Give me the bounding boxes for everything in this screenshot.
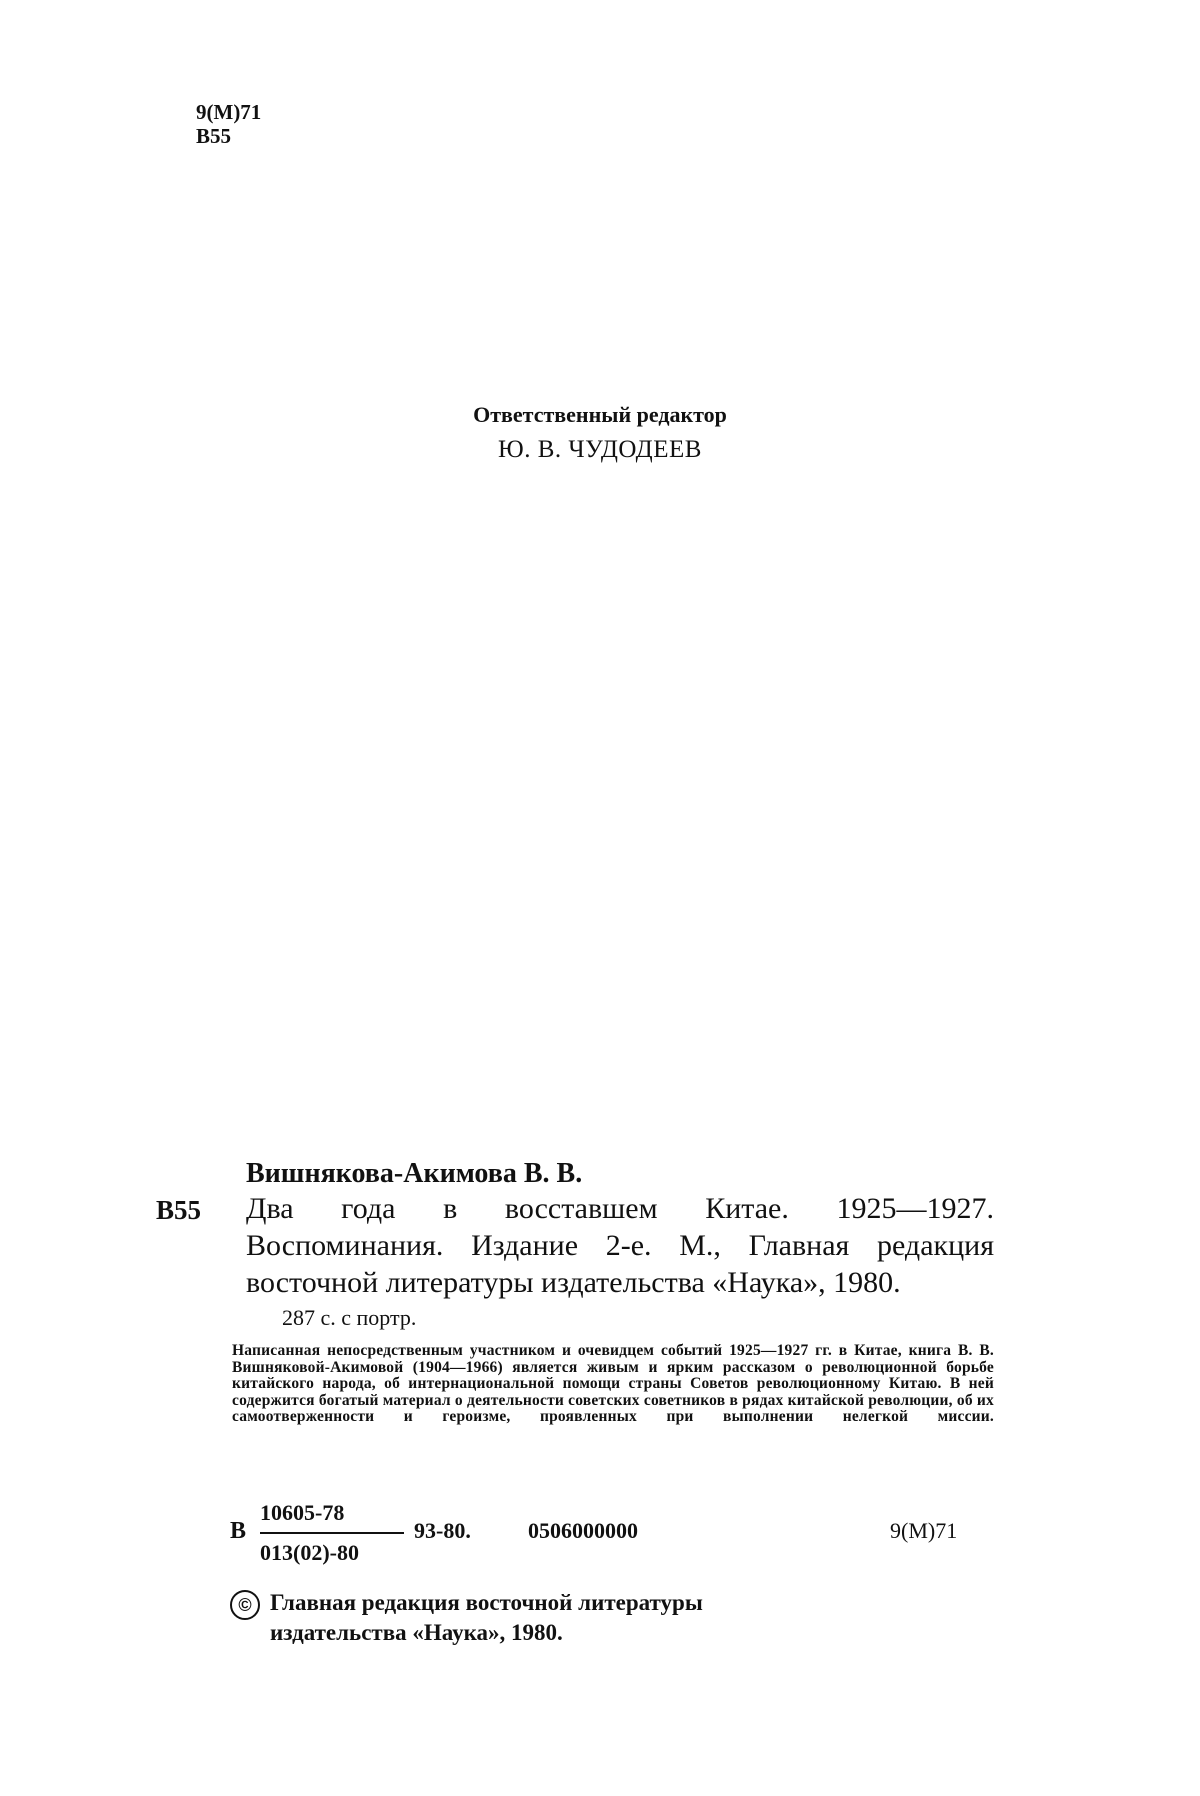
fraction-bar <box>260 1532 404 1534</box>
index-udc: 9(М)71 <box>890 1518 958 1543</box>
editor-role: Ответственный редактор <box>473 402 727 427</box>
udc-cipher: В55 <box>196 124 232 148</box>
udc-code: 9(М)71 <box>196 100 262 124</box>
copyright-text <box>270 1588 703 1648</box>
index-denominator: 013(02)-80 <box>260 1540 359 1565</box>
copyright-icon: © <box>230 1590 260 1620</box>
index-letter: В <box>230 1518 247 1544</box>
editor-name: Ю. В. ЧУДОДЕЕВ <box>498 436 702 463</box>
udc-header <box>196 100 261 148</box>
catalog-author: Вишнякова-Акимова В. В. <box>246 1158 583 1189</box>
catalog-cipher: В55 <box>156 1195 202 1225</box>
index-numerator: 10605-78 <box>260 1500 345 1525</box>
index-serial: 0506000000 <box>528 1518 638 1543</box>
index-fraction <box>260 1500 404 1566</box>
catalog-pages: 287 с. с портр. <box>282 1305 417 1330</box>
copyright-line-1: Главная редакция восточной литературы <box>270 1590 703 1615</box>
copyright-line-2: издательства «Наука», 1980. <box>270 1620 563 1645</box>
catalog-title: Два года в восставшем Китае. 1925—1927. Воспоминания. Издание 2-е. М., Главная редакция восточной литературы издательства «Наука», 1980. <box>246 1192 994 1299</box>
index-code: 93-80. <box>414 1518 471 1543</box>
catalog-annotation: Написанная непосредственным участником и очевидцем событий 1925—1927 гг. в Китае, книга В. В. Вишняковой-Акимовой (1904—1966) является живым и ярким рассказом о революционной борьбе китайского народа, об интернациональной помощи страны Советов революционному Китаю. В ней содержится богатый материал о деятельности советских советников в рядах китайской революции, об их самоотверженности и героизме, проявленных при выполнении нелегкой миссии. <box>232 1342 994 1426</box>
